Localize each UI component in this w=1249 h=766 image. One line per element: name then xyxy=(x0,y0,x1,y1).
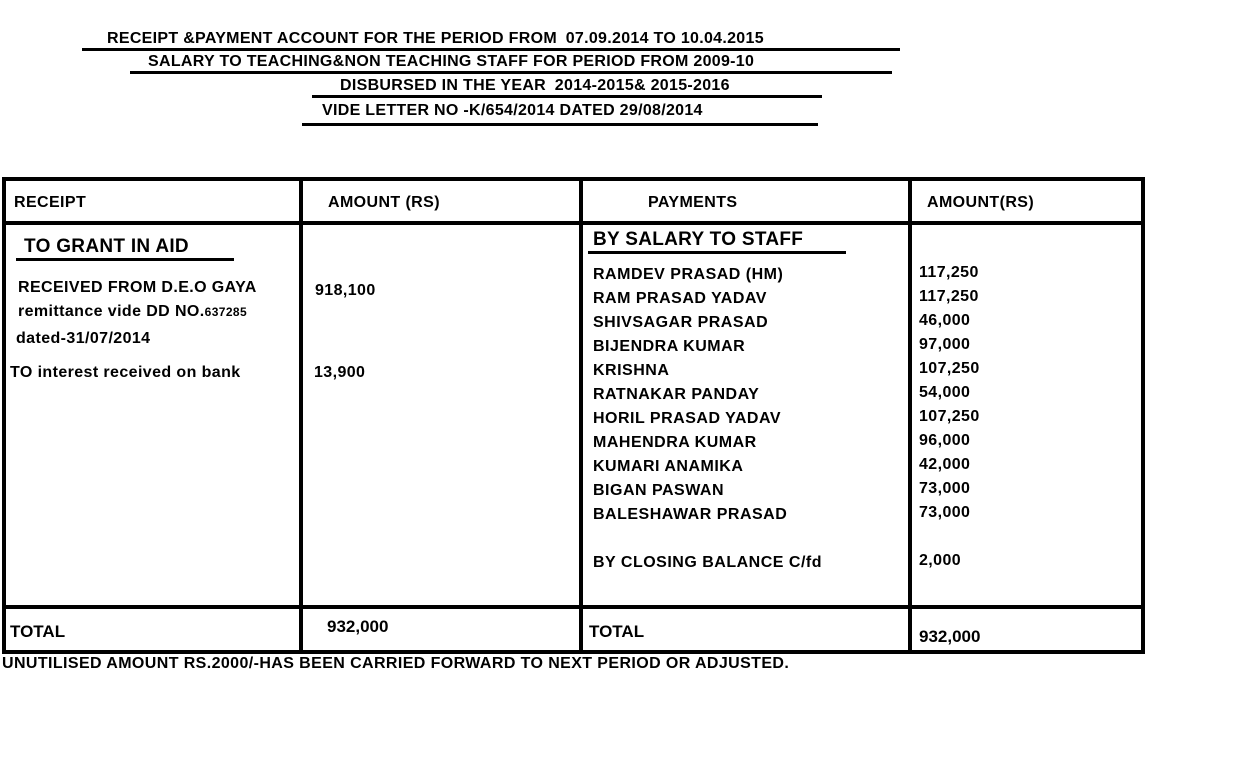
interest-amount: 13,900 xyxy=(314,364,366,381)
interest-label: TO interest received on bank xyxy=(10,364,241,381)
header-amount-receipt: AMOUNT (RS) xyxy=(328,194,440,211)
staff-name: MAHENDRA KUMAR xyxy=(593,434,757,451)
table-right-border xyxy=(1141,177,1145,654)
remittance-line xyxy=(18,303,247,321)
staff-name: HORIL PRASAD YADAV xyxy=(593,410,781,427)
table-top-border xyxy=(2,177,1145,181)
title-line-1-text: RECEIPT &PAYMENT ACCOUNT FOR THE PERIOD FROM xyxy=(107,30,557,47)
title-line-3-years: 2014-2015& 2015-2016 xyxy=(554,77,730,94)
total-receipt-amount: 932,000 xyxy=(327,617,389,636)
total-payment-amount: 932,000 xyxy=(919,627,981,646)
title-underline-3 xyxy=(312,95,822,98)
title-line-1-period: 07.09.2014 TO 10.04.2015 xyxy=(565,30,764,47)
closing-balance-amount: 2,000 xyxy=(919,552,962,569)
title-line-1 xyxy=(107,30,764,48)
staff-amount: 73,000 xyxy=(919,480,971,497)
staff-amount: 107,250 xyxy=(919,408,980,425)
header-bottom-border xyxy=(2,221,1145,225)
staff-amount: 42,000 xyxy=(919,456,971,473)
salary-to-staff-title: BY SALARY TO STAFF xyxy=(593,229,804,250)
received-from-line: RECEIVED FROM D.E.O GAYA xyxy=(18,279,257,296)
received-date-line: dated-31/07/2014 xyxy=(16,330,151,347)
staff-name: SHIVSAGAR PRASAD xyxy=(593,314,769,331)
title-line-3 xyxy=(340,77,730,95)
title-line-3-text: DISBURSED IN THE YEAR xyxy=(340,77,547,94)
footer-note: UNUTILISED AMOUNT RS.2000/-HAS BEEN CARRIED FORWARD TO NEXT PERIOD OR ADJUSTED. xyxy=(2,655,790,672)
staff-amount: 73,000 xyxy=(919,504,971,521)
remittance-text: remittance vide DD NO. xyxy=(18,303,205,320)
grant-in-aid-underline xyxy=(16,258,234,261)
closing-balance-label: BY CLOSING BALANCE C/fd xyxy=(593,554,822,571)
staff-name: KRISHNA xyxy=(593,362,670,379)
staff-amount: 54,000 xyxy=(919,384,971,401)
staff-amount: 97,000 xyxy=(919,336,971,353)
staff-name: BIGAN PASWAN xyxy=(593,482,725,499)
table-bottom-border xyxy=(2,650,1145,654)
staff-name: BALESHAWAR PRASAD xyxy=(593,506,788,523)
staff-amount: 117,250 xyxy=(919,288,979,305)
table-left-border xyxy=(2,177,6,654)
title-underline-4 xyxy=(302,123,818,126)
title-line-2: SALARY TO TEACHING&NON TEACHING STAFF FOR PERIOD FROM 2009-10 xyxy=(148,53,755,70)
total-receipt-label: TOTAL xyxy=(10,622,66,641)
staff-amount: 117,250 xyxy=(919,264,979,281)
staff-name: KUMARI ANAMIKA xyxy=(593,458,744,475)
salary-to-staff-underline xyxy=(588,251,846,254)
staff-name: BIJENDRA KUMAR xyxy=(593,338,746,355)
total-payment-label: TOTAL xyxy=(589,622,645,641)
column-divider-1 xyxy=(299,177,303,654)
staff-name: RAMDEV PRASAD (HM) xyxy=(593,266,784,283)
header-payments: PAYMENTS xyxy=(648,194,738,211)
grant-in-aid-title: TO GRANT IN AID xyxy=(24,236,189,257)
dd-number: 637285 xyxy=(204,305,248,319)
staff-amount: 96,000 xyxy=(919,432,971,449)
header-receipt: RECEIPT xyxy=(14,194,87,211)
total-top-border xyxy=(2,605,1145,609)
title-line-4: VIDE LETTER NO -K/654/2014 DATED 29/08/2014 xyxy=(322,102,703,119)
header-amount-payments: AMOUNT(RS) xyxy=(927,194,1035,211)
staff-name: RATNAKAR PANDAY xyxy=(593,386,760,403)
staff-name: RAM PRASAD YADAV xyxy=(593,290,767,307)
title-underline-1 xyxy=(82,48,900,51)
title-underline-2 xyxy=(130,71,892,74)
received-amount: 918,100 xyxy=(315,282,376,299)
staff-amount: 46,000 xyxy=(919,312,971,329)
staff-amount: 107,250 xyxy=(919,360,980,377)
column-divider-3 xyxy=(908,177,912,654)
column-divider-2 xyxy=(579,177,583,654)
